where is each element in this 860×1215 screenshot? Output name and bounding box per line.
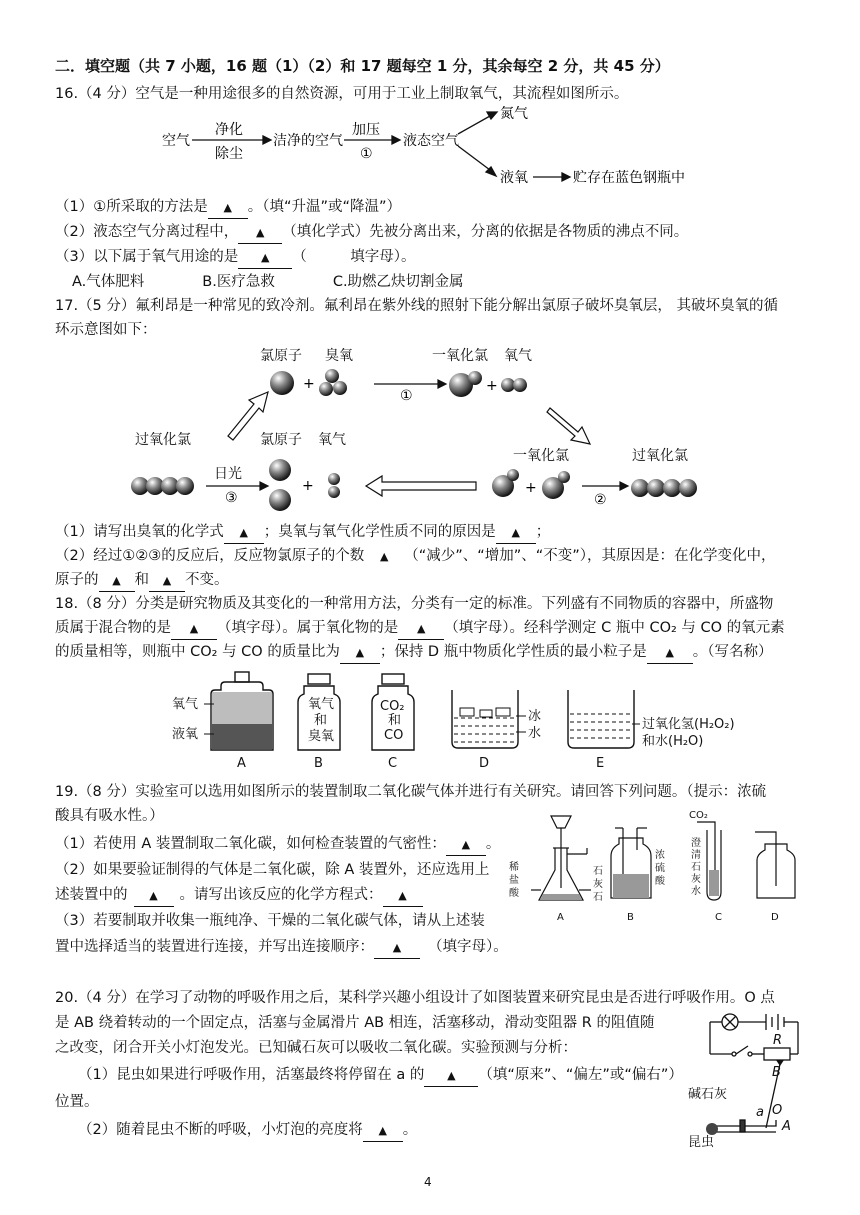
- apparatus-label-a: A: [557, 912, 564, 923]
- answer-blank[interactable]: ▲: [171, 619, 217, 640]
- answer-blank[interactable]: ▲: [340, 643, 380, 664]
- answer-blank[interactable]: ▲: [208, 198, 248, 219]
- step2-label: ②: [594, 492, 607, 508]
- apparatus-label-c: C: [715, 912, 722, 923]
- flow-nitrogen: 氮气: [500, 106, 528, 122]
- q20-line1: 20.（4 分）在学习了动物的呼吸作用之后，某科学兴趣小组设计了如图装置来研究昆虫是否进行呼吸作用。O 点: [55, 990, 775, 1006]
- label-o: O: [772, 1103, 783, 1118]
- label-a: A: [782, 1119, 791, 1134]
- q18-containers-diagram: [170, 668, 740, 772]
- q17-part2: （2）经过①②③的反应后，反应物氯原子的个数 ▲ （“减少”、“增加”、“不变”），其原因是：在化学变化中，: [55, 546, 776, 567]
- co2-label: CO₂: [689, 810, 708, 821]
- svg-text:+: +: [303, 376, 315, 392]
- q18-line1: 18.（8 分）分类是研究物质及其变化的一种常用方法，分类有一定的标准。下列盛有不同物质的容器中，所盛物: [55, 596, 774, 612]
- svg-text:和水(H₂O): 和水(H₂O): [642, 734, 704, 749]
- container-label-d: D: [479, 756, 490, 771]
- label-a-small: a: [756, 1105, 764, 1120]
- answer-blank[interactable]: ▲: [224, 523, 264, 544]
- q16-options: A.气体肥料 B.医疗急救 C.助燃乙炔切割金属: [72, 274, 464, 290]
- label-ozone: 臭氧: [325, 348, 353, 364]
- svg-text:硫: 硫: [655, 863, 665, 874]
- q16-stem: 16.（4 分）空气是一种用途很多的自然资源，可用于工业上制取氧气，其流程如图所示。: [55, 86, 629, 102]
- label-b: B: [772, 1065, 781, 1080]
- answer-blank[interactable]: ▲: [363, 1121, 403, 1142]
- apparatus-label-b: B: [627, 912, 634, 923]
- flow-step1-top: 净化: [215, 122, 243, 138]
- answer-blank[interactable]: ▲: [383, 886, 423, 907]
- svg-text:酸: 酸: [509, 888, 519, 899]
- q17-stem-line1: 17.（5 分）氟利昂是一种常见的致冷剂。氟利昂在紫外线的照射下能分解出氯原子破坏臭氧层， 其破坏臭氧的循: [55, 298, 778, 314]
- answer-blank[interactable]: ▲: [647, 643, 693, 664]
- svg-text:臭氧: 臭氧: [308, 729, 335, 744]
- svg-text:澄: 澄: [691, 838, 701, 849]
- label-insect: 昆虫: [688, 1135, 715, 1150]
- q19-stem-line2: 酸具有吸水性。）: [55, 808, 164, 824]
- q19-part3-line1: （3）若要制取并收集一瓶纯净、干燥的二氧化碳气体，请从上述装: [55, 913, 485, 929]
- q19-apparatus-diagram: [505, 808, 805, 926]
- svg-text:+: +: [302, 478, 314, 494]
- answer-blank[interactable]: ▲: [446, 835, 486, 856]
- answer-blank[interactable]: ▲: [149, 571, 185, 592]
- q19-stem-line1: 19.（8 分）实验室可以选用如图所示的装置制取二氧化碳气体并进行有关研究。请回答下列问题。（提示：浓硫: [55, 784, 767, 800]
- q20-part2: （2）随着昆虫不断的呼吸，小灯泡的亮度将 ▲ 。: [78, 1120, 417, 1142]
- q19-part1: （1）若使用 A 装置制取二氧化碳，如何检查装置的气密性： ▲ 。: [55, 834, 500, 856]
- label-chlorine-atom-top: 氯原子: [260, 348, 302, 364]
- flow-step2-top: 加压: [352, 122, 380, 138]
- svg-text:石: 石: [593, 866, 603, 877]
- answer-blank[interactable]: ▲: [496, 523, 536, 544]
- svg-text:和: 和: [314, 713, 328, 728]
- q19-part2-line2: 述装置中的 ▲ 。请写出该反应的化学方程式： ▲: [55, 885, 423, 907]
- apparatus-label-d: D: [771, 912, 779, 923]
- svg-text:+: +: [486, 378, 498, 394]
- q20-line3: 之改变，闭合开关小灯泡发光。已知碱石灰可以吸收二氧化碳。实验预测与分析：: [55, 1040, 577, 1056]
- q16-part2: （2）液态空气分离过程中， ▲ （填化学式）先被分离出来，分离的依据是各物质的沸点不同。: [55, 222, 688, 244]
- q16-part3: （3）以下属于氧气用途的是 ▲ （ 填字母）。: [55, 247, 415, 269]
- container-label-a: A: [237, 756, 246, 771]
- flow-liquid-air: 液态空气: [403, 133, 459, 149]
- q17-part1: （1）请写出臭氧的化学式 ▲ ；臭氧与氧气化学性质不同的原因是 ▲ ；: [55, 522, 550, 544]
- q16-flow-diagram: [160, 106, 720, 198]
- label-soda-lime: 碱石灰: [688, 1087, 728, 1102]
- label-peroxide-right: 过氧化氯: [632, 448, 688, 464]
- q17-ozone-cycle-diagram: [120, 340, 740, 520]
- flow-storage: 贮存在蓝色钢瓶中: [573, 170, 685, 186]
- label-sunlight: 日光: [214, 466, 242, 482]
- a-label-liquid-oxygen: 液氧: [172, 727, 199, 742]
- container-label-c: C: [388, 756, 398, 771]
- section-header: 二．填空题（共 7 小题，16 题（1）（2）和 17 题每空 1 分，其余每空 2 分，共 45 分）: [55, 57, 670, 75]
- svg-text:酸: 酸: [655, 876, 665, 887]
- label-clo-bottom: 一氧化氯: [513, 448, 569, 464]
- q20-part1: （1）昆虫如果进行呼吸作用，活塞最终将停留在 a 的 ▲ （填“原来”、“偏左”或“偏右”）: [78, 1065, 683, 1087]
- label-clo-top: 一氧化氯: [432, 348, 488, 364]
- label-peroxide-left: 过氧化氯: [135, 432, 191, 448]
- answer-blank[interactable]: ▲: [374, 938, 420, 959]
- svg-text:稀: 稀: [509, 862, 519, 873]
- page-number: 4: [424, 1175, 432, 1189]
- q20-part1-cont: 位置。: [55, 1094, 99, 1110]
- svg-text:浓: 浓: [655, 850, 665, 861]
- container-label-b: B: [314, 756, 323, 771]
- answer-blank[interactable]: ▲: [238, 223, 282, 244]
- answer-blank[interactable]: ▲: [398, 619, 444, 640]
- answer-blank[interactable]: ▲: [380, 550, 389, 563]
- svg-text:水: 水: [691, 886, 701, 897]
- q17-part2-cont: 原子的 ▲ 和 ▲ 不变。: [55, 570, 229, 592]
- q19-part3-line2: 置中选择适当的装置进行连接，并写出连接顺序： ▲ （填字母）。: [55, 937, 508, 959]
- answer-blank[interactable]: ▲: [424, 1066, 478, 1087]
- svg-text:清: 清: [691, 850, 701, 861]
- step1-label: ①: [400, 388, 413, 404]
- label-oxygen-top: 氧气: [504, 348, 532, 364]
- a-label-oxygen: 氧气: [172, 697, 199, 712]
- svg-text:石: 石: [593, 892, 603, 903]
- flow-step1-bottom: 除尘: [215, 146, 243, 162]
- container-label-e: E: [596, 756, 605, 771]
- q19-part2-line1: （2）如果要验证制得的气体是二氧化碳，除 A 装置外，还应选用上: [55, 862, 490, 878]
- svg-text:石: 石: [691, 862, 701, 873]
- answer-blank[interactable]: ▲: [99, 571, 135, 592]
- d-label-ice: 冰: [528, 709, 542, 724]
- flow-air: 空气: [162, 133, 190, 149]
- svg-text:和: 和: [388, 713, 402, 728]
- svg-text:过氧化氢(H₂O₂): 过氧化氢(H₂O₂): [642, 717, 735, 732]
- label-oxygen-bottom: 氧气: [318, 432, 346, 448]
- svg-text:灰: 灰: [691, 874, 701, 885]
- svg-text:CO₂: CO₂: [380, 699, 405, 714]
- d-label-water: 水: [528, 726, 542, 741]
- q18-line3: 的质量相等，则瓶中 CO₂ 与 CO 的质量比为 ▲ ；保持 D 瓶中物质化学性质的最小粒子是 ▲ 。（写名称）: [55, 642, 772, 664]
- answer-blank[interactable]: ▲: [238, 248, 292, 269]
- svg-text:+: +: [525, 480, 537, 496]
- label-chlorine-atom-bottom: 氯原子: [260, 432, 302, 448]
- q20-circuit-diagram: [680, 1008, 810, 1153]
- q20-line2: 是 AB 绕着转动的一个固定点，活塞与金属滑片 AB 相连，活塞移动，滑动变阻器 R 的阻值随: [55, 1015, 655, 1031]
- q17-stem-line2: 环示意图如下：: [55, 322, 157, 338]
- flow-liquid-oxygen: 液氧: [500, 170, 528, 186]
- flow-step2-bottom: ①: [360, 146, 373, 162]
- step3-label: ③: [225, 490, 238, 506]
- svg-text:氧气: 氧气: [308, 697, 335, 712]
- svg-text:灰: 灰: [593, 879, 603, 890]
- q18-line2: 质属于混合物的是 ▲ （填字母）。属于氧化物的是 ▲ （填字母）。经科学测定 C 瓶中 CO₂ 与 CO 的氧元素: [55, 618, 785, 640]
- label-r: R: [773, 1033, 783, 1048]
- flow-clean-air: 洁净的空气: [273, 133, 343, 149]
- svg-text:CO: CO: [384, 728, 404, 743]
- svg-text:盐: 盐: [509, 875, 519, 886]
- q16-part1: （1）①所采取的方法是 ▲ 。（填“升温”或“降温”）: [55, 197, 401, 219]
- answer-blank[interactable]: ▲: [134, 886, 174, 907]
